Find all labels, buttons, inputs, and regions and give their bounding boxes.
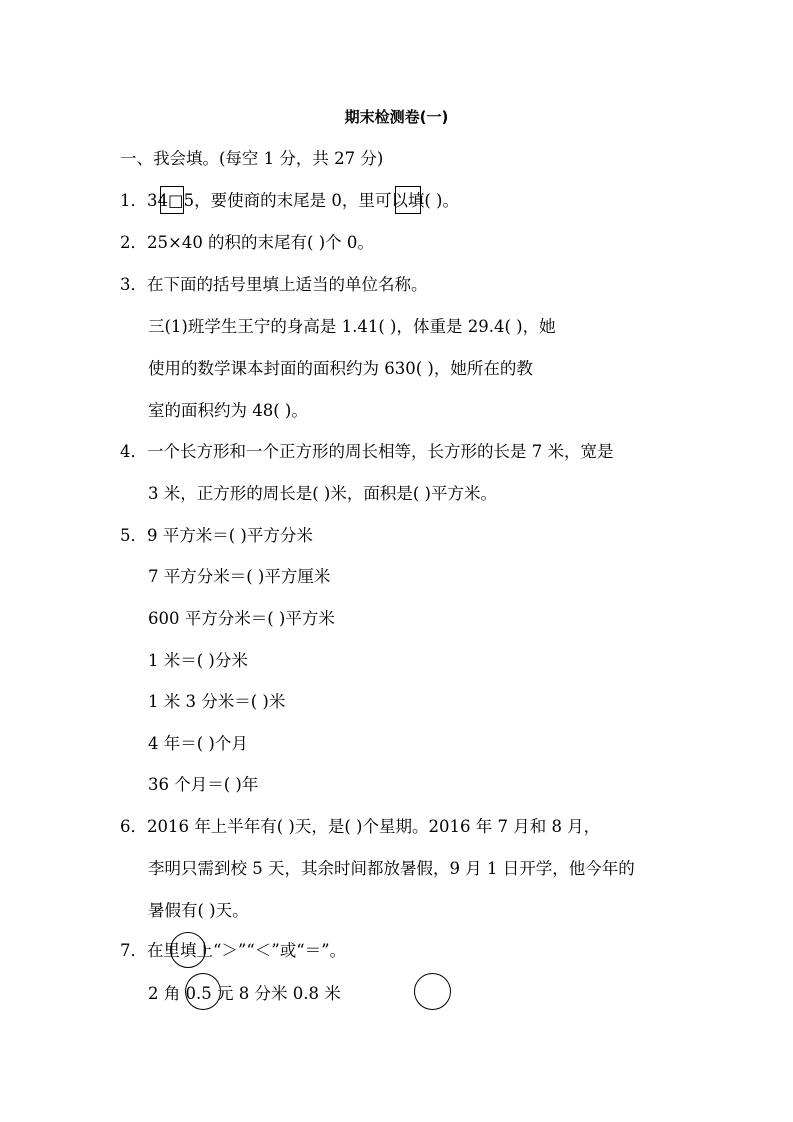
page-title: 期末检测卷(一) [344,108,449,126]
question-6-line: 李明只需到校 5 天，其余时间都放暑假，9 月 1 日开学，他今年的 [148,859,635,878]
question-5-item: 1 米＝( )分米 [148,651,248,670]
question-5-item: 7 平方分米＝( )平方厘米 [148,567,331,586]
question-1: 1．34□5，要使商的末尾是 0，里可以填( )。 [120,191,459,210]
answer-circle[interactable] [414,973,451,1010]
question-4-line: 3 米，正方形的周长是( )米，面积是( )平方米。 [148,484,497,503]
question-2: 2．25×40 的积的末尾有( )个 0。 [120,233,374,252]
question-6-line: 6．2016 年上半年有( )天，是( )个星期。2016 年 7 月和 8 月， [120,817,601,836]
section-heading: 一、我会填。(每空 1 分，共 27 分) [120,149,384,168]
question-5-item: 1 米 3 分米＝( )米 [148,692,286,711]
answer-box-square[interactable] [395,186,421,214]
question-5-item: 600 平方分米＝( )平方米 [148,609,335,628]
answer-circle[interactable] [185,973,221,1010]
question-6-line: 暑假有( )天。 [148,901,249,920]
question-5-item: 5．9 平方米＝( )平方分米 [120,526,313,545]
answer-box-square[interactable] [160,186,184,214]
question-5-item: 36 个月＝( )年 [148,775,259,794]
question-5-item: 4 年＝( )个月 [148,734,248,753]
question-4-line: 4．一个长方形和一个正方形的周长相等，长方形的长是 7 米，宽是 [120,442,614,461]
question-3-line: 三(1)班学生王宁的身高是 1.41( )，体重是 29.4( )，她 [148,317,556,336]
question-3-line: 室的面积约为 48( )。 [148,401,308,420]
question-7-stem: 7．在里填上“＞”“＜”或“＝”。 [120,941,347,960]
question-7-line: 2 角 0.5 元 8 分米 0.8 米 [148,984,341,1003]
question-3-line: 使用的数学课本封面的面积约为 630( )，她所在的教 [148,359,533,378]
answer-circle[interactable] [170,932,206,968]
question-3-stem: 3．在下面的括号里填上适当的单位名称。 [120,275,428,294]
